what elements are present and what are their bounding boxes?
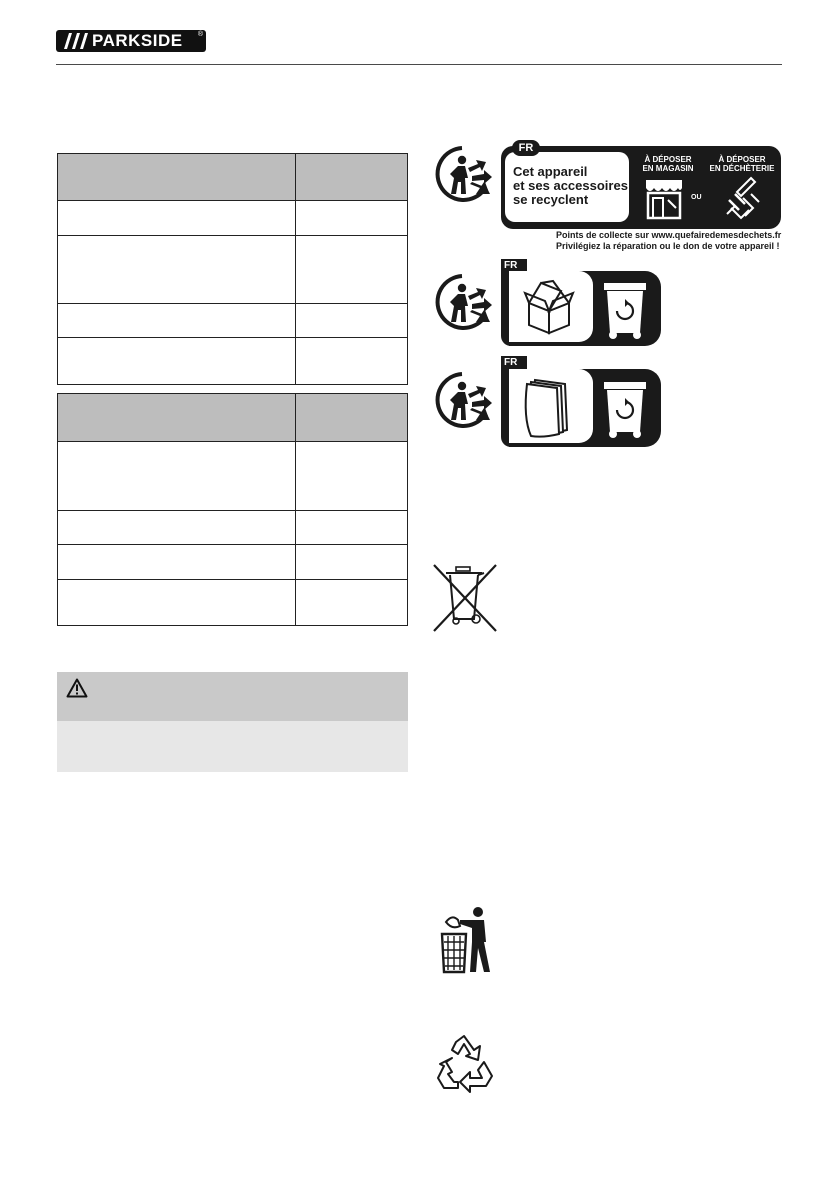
table-cell (58, 442, 296, 510)
materials-table-2 (57, 393, 408, 626)
recycling-bin-icon (600, 277, 650, 341)
table-cell (58, 511, 296, 544)
triman-message-line1: Cet appareil (513, 164, 588, 179)
paper-label (501, 356, 661, 447)
logo-registered-mark: ® (197, 31, 203, 38)
triman-icon (432, 370, 496, 430)
dump-label-line2: EN DÉCHÈTERIE (709, 164, 775, 173)
table-header-cell (296, 394, 407, 441)
warning-header (57, 672, 408, 721)
cardboard-box-icon (523, 279, 577, 337)
dump-label-line1: À DÉPOSER (718, 155, 766, 164)
recycle-icon (434, 1032, 496, 1094)
table-cell (296, 201, 407, 235)
logo-stripes-icon (60, 33, 90, 49)
table-header-cell (58, 154, 296, 200)
table-header-row (58, 154, 407, 201)
country-badge (512, 140, 540, 156)
recycling-bin-icon (600, 376, 650, 440)
repair-advice-text: Privilégiez la réparation ou le don de votre appareil ! (556, 241, 780, 251)
triman-icon (432, 272, 496, 332)
table-header-cell (296, 154, 407, 200)
store-label-line2: EN MAGASIN (642, 164, 694, 173)
table-row (58, 304, 407, 338)
materials-table-1 (57, 153, 408, 385)
table-cell (296, 511, 407, 544)
store-icon (642, 176, 686, 220)
parkside-logo (56, 30, 206, 52)
paper-sheets-icon (521, 374, 579, 440)
header-divider (56, 64, 782, 65)
table-cell (296, 304, 407, 337)
triman-label-panel (501, 146, 781, 229)
table-row (58, 442, 407, 511)
collection-points-text: Points de collecte sur www.quefairedemesdechets.fr (556, 230, 782, 240)
table-cell (58, 338, 296, 384)
crossed-bin-icon (430, 561, 500, 633)
triman-message-box (505, 152, 629, 222)
table-row (58, 580, 407, 625)
table-header-row (58, 394, 407, 442)
triman-message-line2: et ses accessoires (513, 178, 628, 193)
triman-message-line3: se recyclent (513, 192, 589, 207)
warning-triangle-icon (66, 678, 88, 698)
logo-brand-text: PARKSIDE (92, 31, 183, 50)
table-cell (296, 545, 407, 579)
table-cell (58, 236, 296, 303)
triman-icon (432, 144, 496, 204)
table-header-cell (58, 394, 296, 441)
or-text: OU (691, 194, 702, 201)
table-row (58, 236, 407, 304)
table-cell (296, 580, 407, 625)
recycling-center-icon (721, 174, 765, 222)
country-code: FR (504, 357, 518, 368)
packaging-label (501, 259, 661, 346)
store-label-line1: À DÉPOSER (644, 155, 692, 164)
country-code: FR (504, 260, 518, 271)
table-cell (296, 236, 407, 303)
table-cell (58, 304, 296, 337)
table-row (58, 545, 407, 580)
tidyman-icon (438, 906, 494, 974)
table-cell (58, 545, 296, 579)
table-row (58, 511, 407, 545)
table-cell (296, 338, 407, 384)
table-cell (58, 201, 296, 235)
table-cell (296, 442, 407, 510)
table-row (58, 201, 407, 236)
table-row (58, 338, 407, 384)
table-cell (58, 580, 296, 625)
country-code: FR (518, 142, 534, 154)
warning-body (57, 721, 408, 772)
